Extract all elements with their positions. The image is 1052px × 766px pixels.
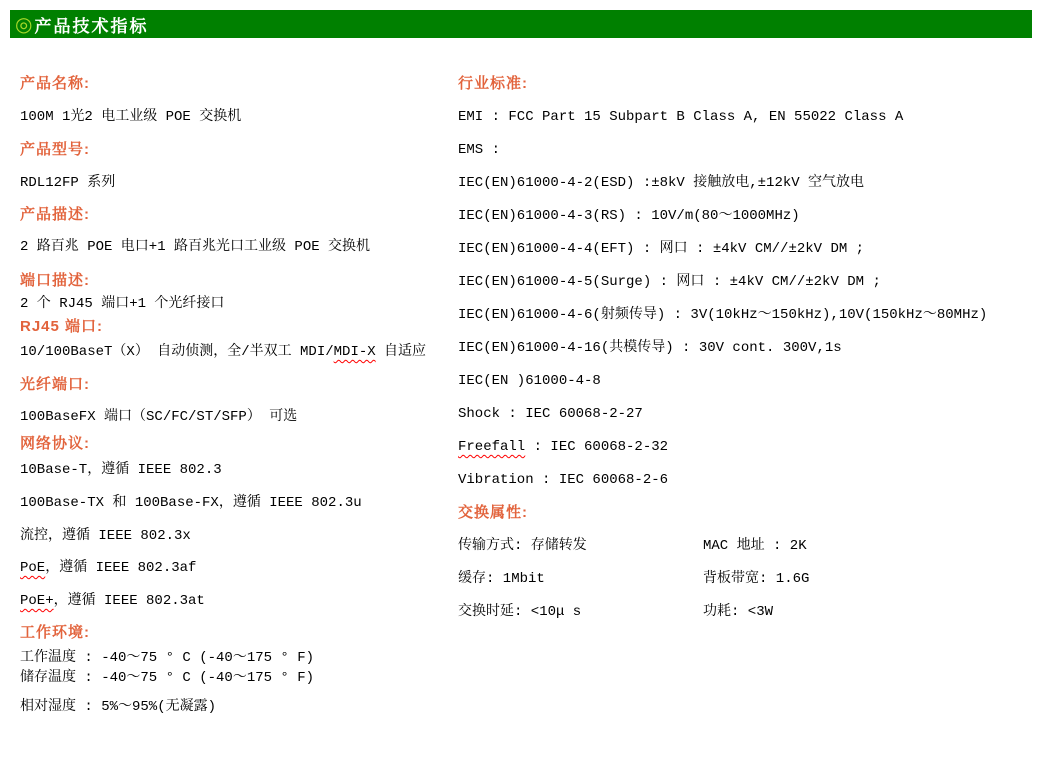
value-rj45-port — [20, 342, 452, 362]
rj45-text-post: 自适应 — [375, 344, 427, 360]
heading-fiber-port: 光纤端口: — [20, 376, 90, 393]
heading-product-desc: 产品描述: — [20, 206, 90, 223]
poe-text-rest: ，遵循 IEEE 802.3af — [45, 560, 197, 576]
left-column — [20, 74, 452, 717]
switching-row-1 — [458, 536, 1044, 556]
switching-backplane-bandwidth: 背板带宽: 1.6G — [703, 571, 810, 587]
standard-line-eft: IEC(EN)61000-4-4(EFT) : 网口 : ±4kV CM//±2kV DM ; — [458, 241, 865, 257]
switching-row-2 — [458, 569, 1044, 589]
standard-line-common-mode: IEC(EN)61000-4-16(共模传导) : 30V cont. 300V,1s — [458, 340, 842, 356]
freefall-text-rest: : IEC 60068-2-32 — [525, 439, 669, 455]
protocol-line-1: 10Base-T，遵循 IEEE 802.3 — [20, 462, 222, 478]
standard-line-61000-4-8: IEC(EN )61000-4-8 — [458, 373, 601, 389]
heading-product-name: 产品名称: — [20, 75, 90, 92]
protocol-line-poe-plus — [20, 591, 452, 611]
env-line-operating-temp: 工作温度 : -40～75 ° C (-40～175 ° F) — [20, 650, 315, 666]
standard-line-ems: EMS : — [458, 142, 501, 158]
rj45-spellcheck-word: MDI-X — [333, 344, 376, 360]
section-header-bar — [10, 10, 1032, 38]
standard-line-vibration: Vibration : IEC 60068-2-6 — [458, 472, 669, 488]
value-product-model: RDL12FP 系列 — [20, 175, 116, 191]
heading-rj45-port: RJ45 端口: — [20, 318, 104, 335]
standard-line-shock: Shock : IEC 60068-2-27 — [458, 406, 643, 422]
bullseye-bullet-icon: ◎ — [15, 12, 33, 36]
env-line-humidity: 相对湿度 : 5%～95%(无凝露) — [20, 699, 217, 715]
poe-plus-text-rest: ，遵循 IEEE 802.3at — [53, 593, 205, 609]
rj45-text-pre: 10/100BaseT（X） 自动侦测，全/半双工 MDI/ — [20, 344, 334, 360]
switching-row-3 — [458, 602, 1044, 622]
switching-latency: 交换时延: <10μ s — [458, 604, 582, 620]
right-column — [458, 74, 1044, 622]
value-fiber-port: 100BaseFX 端口（SC/FC/ST/SFP） 可选 — [20, 409, 298, 425]
protocol-line-3: 流控，遵循 IEEE 802.3x — [20, 528, 191, 544]
poe-spellcheck-word: PoE — [20, 560, 46, 576]
standard-line-emi: EMI : FCC Part 15 Subpart B Class A, EN 55022 Class A — [458, 109, 904, 125]
heading-switching: 交换属性: — [458, 504, 528, 521]
protocol-line-2: 100Base-TX 和 100Base-FX，遵循 IEEE 802.3u — [20, 495, 362, 511]
protocol-line-poe — [20, 558, 452, 578]
switching-forward-mode: 传输方式: 存储转发 — [458, 538, 587, 554]
value-product-desc: 2 路百兆 POE 电口+1 路百兆光口工业级 POE 交换机 — [20, 239, 371, 255]
heading-port-desc: 端口描述: — [20, 272, 90, 289]
standard-line-rs: IEC(EN)61000-4-3(RS) : 10V/m(80～1000MHz) — [458, 208, 800, 224]
switching-mac-address: MAC 地址 : 2K — [703, 538, 807, 554]
switching-buffer: 缓存: 1Mbit — [458, 571, 545, 587]
env-line-storage-temp: 储存温度 : -40～75 ° C (-40～175 ° F) — [20, 670, 315, 686]
page-title: 产品技术指标 — [34, 16, 149, 36]
heading-protocols: 网络协议: — [20, 435, 90, 452]
heading-standards: 行业标准: — [458, 75, 528, 92]
value-product-name: 100M 1光2 电工业级 POE 交换机 — [20, 109, 242, 125]
standard-line-freefall — [458, 437, 1044, 457]
freefall-spellcheck-word: Freefall — [458, 439, 526, 455]
standard-line-esd: IEC(EN)61000-4-2(ESD) :±8kV 接触放电,±12kV 空气放电 — [458, 175, 865, 191]
standard-line-rf-conducted: IEC(EN)61000-4-6(射频传导) : 3V(10kHz～150kHz),10V(150kHz～80MHz) — [458, 307, 988, 323]
heading-environment: 工作环境: — [20, 624, 90, 641]
poe-plus-spellcheck-word: PoE+ — [20, 593, 54, 609]
value-port-desc: 2 个 RJ45 端口+1 个光纤接口 — [20, 296, 225, 312]
heading-product-model: 产品型号: — [20, 141, 90, 158]
switching-power-consumption: 功耗: <3W — [703, 604, 774, 620]
standard-line-surge: IEC(EN)61000-4-5(Surge) : 网口 : ±4kV CM//±2kV DM ; — [458, 274, 881, 290]
